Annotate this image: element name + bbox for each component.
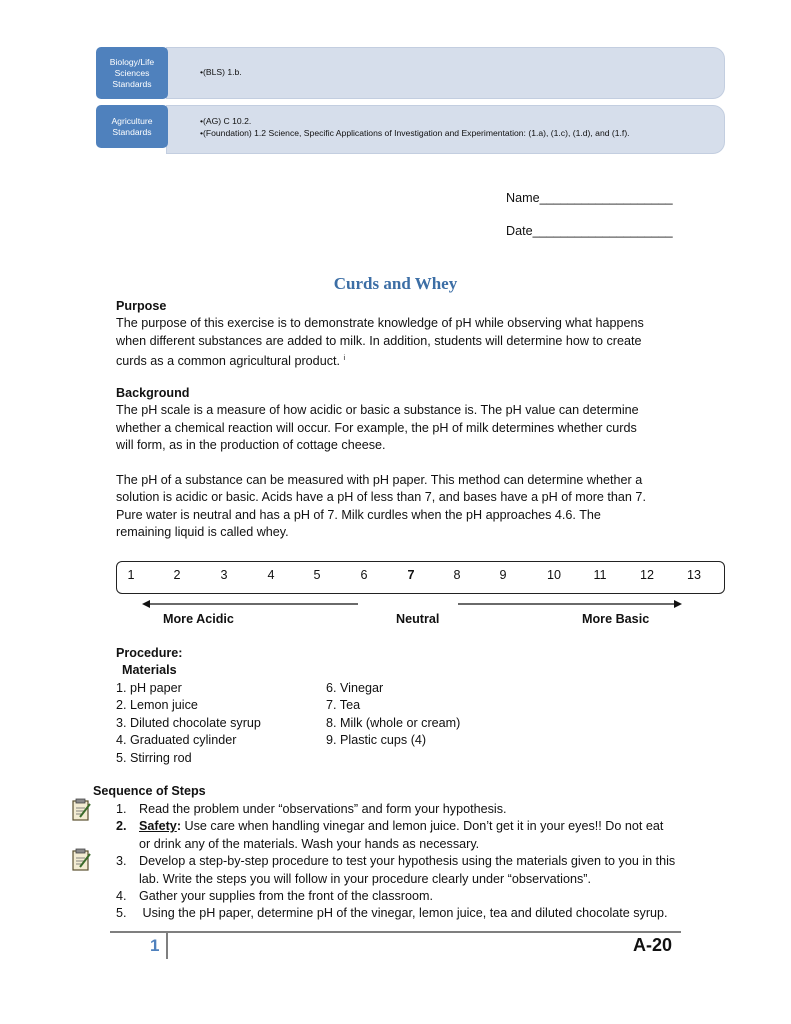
- ph-number: 10: [546, 568, 562, 582]
- standards-box-ag: [96, 105, 725, 154]
- safety-label: Safety: [139, 819, 177, 834]
- procedure-heading: Procedure:: [116, 646, 183, 660]
- purpose-section: [116, 298, 716, 371]
- background-line: Pure water is neutral and has a pH of 7. Milk curdles when the pH approaches 4.6. The: [116, 507, 601, 522]
- page-code: A-20: [633, 935, 673, 955]
- list-item: 1. pH paper: [116, 681, 182, 695]
- sequence-list: [116, 801, 716, 923]
- list-item: [116, 905, 716, 922]
- background-line: The pH of a substance can be measured with pH paper. This method can determine whether a: [116, 473, 643, 488]
- standards-item: •(AG) C 10.2.: [200, 116, 252, 126]
- date-field: Date____________________: [506, 224, 673, 238]
- list-item: [116, 818, 716, 835]
- purpose-line: when different substances are added to milk. In addition, students will determine how to create: [116, 333, 642, 348]
- step-text: Using the pH paper, determine pH of the vinegar, lemon juice, tea and diluted chocolate syrup.: [139, 906, 668, 921]
- standards-label: Biology/Life Sciences Standards: [96, 47, 168, 99]
- materials-list-right: [326, 680, 460, 750]
- list-item: 7. Tea: [326, 698, 361, 713]
- background-line: will form, as in the production of cottage cheese.: [116, 438, 386, 453]
- notepad-icon: [70, 797, 92, 823]
- ph-number: 6: [360, 568, 368, 582]
- background-line: remaining liquid is called whey.: [116, 525, 289, 540]
- purpose-heading: Purpose: [116, 299, 167, 313]
- ph-number: 1: [127, 568, 135, 582]
- purpose-line: [116, 350, 716, 371]
- safety-colon: :: [176, 819, 182, 834]
- footnote-marker: i: [343, 355, 346, 363]
- ph-number: 9: [499, 568, 507, 582]
- footer-divider-tick: [166, 933, 168, 959]
- ph-number: 13: [686, 568, 702, 582]
- list-item: 4. Graduated cylinder: [116, 733, 237, 748]
- step-number: 1.: [116, 802, 127, 816]
- step-number: 4.: [116, 889, 127, 904]
- ph-number-neutral: 7: [407, 568, 415, 582]
- step-text: Read the problem under “observations” and form your hypothesis.: [139, 802, 507, 816]
- background-line: The pH scale is a measure of how acidic or basic a substance is. The pH value can determine: [116, 403, 639, 418]
- standards-body: [166, 47, 725, 99]
- background-line: whether a chemical reaction will occur. For example, the pH of milk determines whether curds: [116, 420, 637, 435]
- ph-number: 3: [220, 568, 228, 582]
- neutral-label: Neutral: [396, 612, 440, 626]
- ph-scale: [116, 561, 725, 594]
- step-text: Use care when handling vinegar and lemon juice. Don’t get it in your eyes!! Do not eat: [181, 819, 664, 834]
- list-item: [116, 853, 716, 870]
- step-number: 5.: [116, 906, 127, 921]
- standards-box-bls: [96, 47, 725, 99]
- step-number: 2.: [116, 819, 127, 834]
- list-item: 2. Lemon juice: [116, 698, 198, 713]
- page-title: Curds and Whey: [333, 274, 458, 293]
- list-item: 9. Plastic cups (4): [326, 733, 427, 748]
- arrow-right-icon: [456, 597, 684, 611]
- standards-item: •(BLS) 1.b.: [200, 67, 242, 77]
- background-line: solution is acidic or basic. Acids have a pH of less than 7, and bases have a pH of more than 7.: [116, 490, 646, 505]
- materials-list-left: [116, 680, 261, 767]
- more-acidic-label: More Acidic: [163, 612, 234, 626]
- standards-item: •(Foundation) 1.2 Science, Specific Applications of Investigation and Experimentation: (1.a), (1.c), (1.d), and (1.f).: [200, 128, 630, 138]
- page-number: 1: [150, 936, 160, 955]
- purpose-line: The purpose of this exercise is to demonstrate knowledge of pH while observing what happens: [116, 316, 644, 331]
- list-item: 5. Stirring rod: [116, 750, 192, 765]
- materials-heading: Materials: [122, 663, 177, 677]
- standards-label: Agriculture Standards: [96, 105, 168, 148]
- step-text: Develop a step-by-step procedure to test your hypothesis using the materials given to you in this: [139, 854, 676, 869]
- list-item: [116, 888, 716, 905]
- name-field: Name___________________: [506, 191, 673, 205]
- arrow-left-icon: [140, 597, 362, 611]
- notepad-icon: [70, 847, 92, 873]
- list-item: [116, 801, 716, 818]
- step-text: lab. Write the steps you will follow in your procedure clearly under “observations”.: [139, 871, 591, 886]
- background-section: [116, 385, 716, 542]
- list-item: 6. Vinegar: [326, 681, 384, 695]
- ph-number: 8: [453, 568, 461, 582]
- step-text: Gather your supplies from the front of the classroom.: [139, 889, 433, 904]
- ph-number: 12: [639, 568, 655, 582]
- ph-number: 2: [173, 568, 181, 582]
- background-heading: Background: [116, 386, 190, 400]
- ph-number: 4: [267, 568, 275, 582]
- purpose-line-text: curds as a common agricultural product.: [116, 354, 340, 369]
- ph-number: 11: [593, 568, 607, 582]
- more-basic-label: More Basic: [582, 612, 650, 626]
- step-number: 3.: [116, 854, 127, 869]
- sequence-heading: Sequence of Steps: [93, 784, 206, 798]
- ph-number: 5: [313, 568, 321, 582]
- list-item: 8. Milk (whole or cream): [326, 715, 461, 730]
- list-item: 3. Diluted chocolate syrup: [116, 715, 261, 730]
- step-text: or drink any of the materials. Wash your hands as necessary.: [139, 836, 480, 851]
- footer-divider: [110, 931, 681, 933]
